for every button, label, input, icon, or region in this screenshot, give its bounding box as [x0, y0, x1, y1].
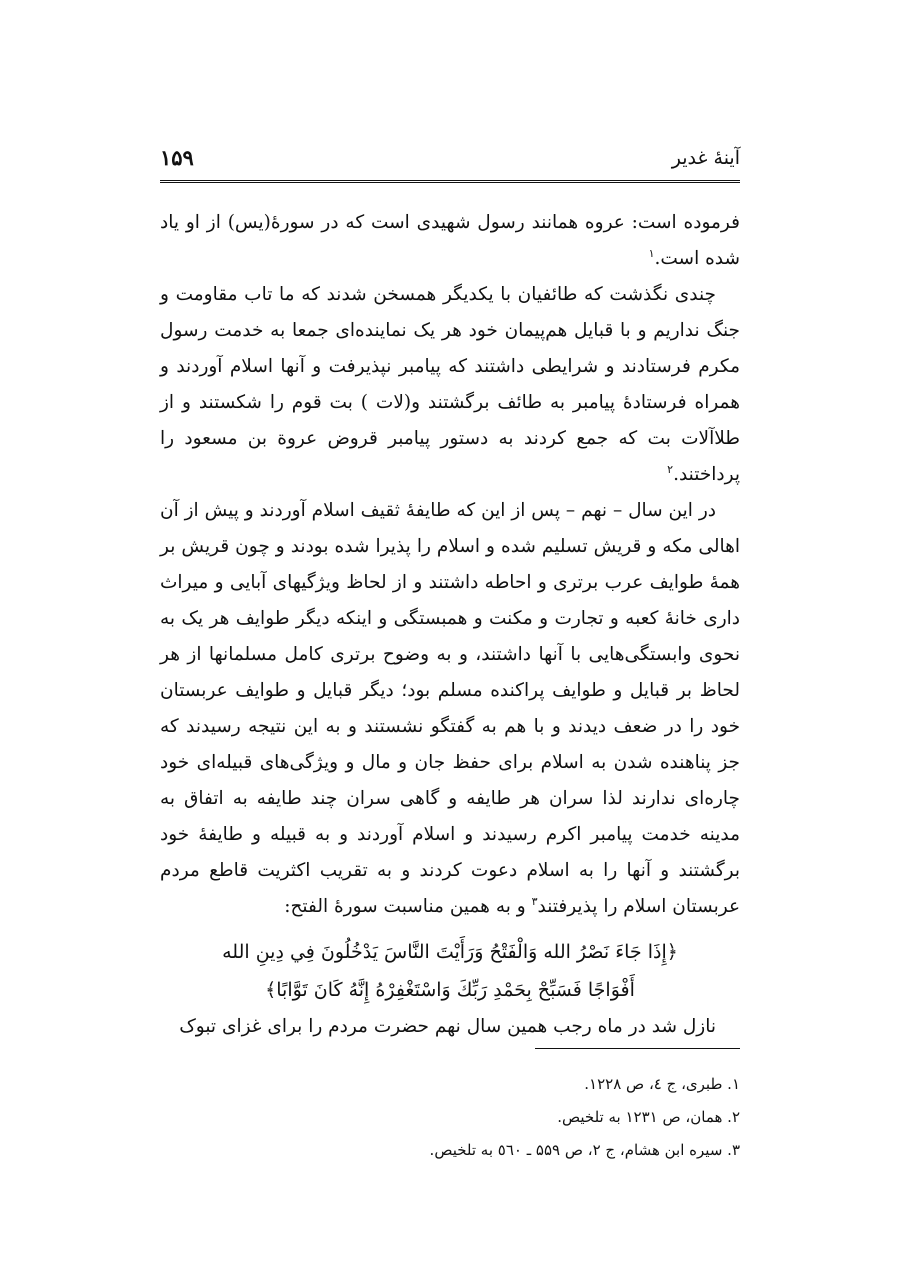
quran-verse: [160, 933, 740, 1009]
verse-line-2: أَفْوَاجًا فَسَبِّحْ بِحَمْدِ رَبِّكَ وَاسْتَغْفِرْهُ إِنَّهُ كَانَ تَوَّابًا﴾: [265, 979, 635, 1001]
verse-line-1: ﴿إِذَا جَاءَ نَصْرُ الله وَالْفَتْحُ وَرَأَيْتَ النَّاسَ يَدْخُلُونَ فِي دِينِ الله: [222, 941, 678, 963]
paragraph-2: چندی نگذشت که طائفیان با یکدیگر همسخن شدند که ما تاب مقاومت و جنگ نداریم و با قبایل هم‌پیمان خود هر یک نماینده‌ای جمعا به خدمت رسول مکرم فرستادند و شرایطی داشتند که پیامبر نپذیرفت و آنها اسلام آوردند و همراه فرستادهٔ پیامبر به طائف برگشتند و(لات ) بت قوم را شکستند و از طلاآلات بت که جمع کردند به دستور پیامبر قروض عروة بن مسعود را پرداختند.$^۲$: [160, 284, 740, 485]
paragraph-1: فرموده است: عروه همانند رسول شهیدی است که در سورهٔ(یس) از او یاد شده است.$^۱$: [160, 212, 740, 269]
footnotes: [160, 1068, 740, 1167]
footnote-ref-1: ۱: [648, 246, 655, 260]
footnote-divider: [535, 1048, 740, 1049]
footnote-2: ۲. همان، ص ۱۲۳۱ به تلخیص.: [557, 1108, 740, 1126]
body-text: [160, 205, 740, 1045]
footnote-3: ۳. سیره ابن هشام، ج ۲، ص ۵۵۹ ـ ٥٦٠ به تلخیص.: [429, 1141, 740, 1159]
footnote-ref-2: ۲: [667, 462, 674, 476]
paragraph-3: در این سال – نهم – پس از این که طایفهٔ ثقیف اسلام آوردند و پیش از آن اهالی مکه و قریش تسلیم شده و اسلام را پذیرا شده بودند و چون قریش بر همهٔ طوایف عرب برتری و احاطه داشتند و از لحاظ ویژگیهای آبایی و میراث داری خانهٔ کعبه و تجارت و مکنت و همبستگی و اینکه دیگر طوایف هر یک به نحوی وابستگی‌هایی با آنها داشتند، و به وضوح برتری کامل مسلمانها از هر لحاظ بر قبایل و طوایف پراکنده مسلم بود؛ دیگر قبایل و طوایف عربستان خود را در ضعف دیدند و با هم به گفتگو نشستند و به این نتیجه رسیدند که جز پناهنده شدن به اسلام برای حفظ جان و مال و ویژگی‌های قبیله‌ای خود چاره‌ای ندارند لذا سران هر طایفه و گاهی سران چند طایفه به اتفاق به مدینه خدمت پیامبر اکرم رسیدند و اسلام آوردند و به قبیله و طایفهٔ خود برگشتند و آنها را به اسلام دعوت کردند و به تقریب اکثریت قاطع مردم عربستان اسلام را پذیرفتند$^۳$ و به همین مناسبت سورهٔ الفتح:: [160, 500, 740, 917]
footnote-ref-3: ۳: [531, 894, 538, 908]
footnote-1: ۱. طبری، ج ٤، ص ۱۲۲۸.: [584, 1075, 740, 1093]
page-number: ۱۵۹: [160, 145, 194, 170]
page-header: [160, 145, 740, 175]
running-title: آینهٔ غدیر: [671, 147, 740, 169]
header-divider: [160, 180, 740, 186]
closing-line: نازل شد در ماه رجب همین سال نهم حضرت مردم را برای غزای تبوک: [179, 1016, 716, 1037]
